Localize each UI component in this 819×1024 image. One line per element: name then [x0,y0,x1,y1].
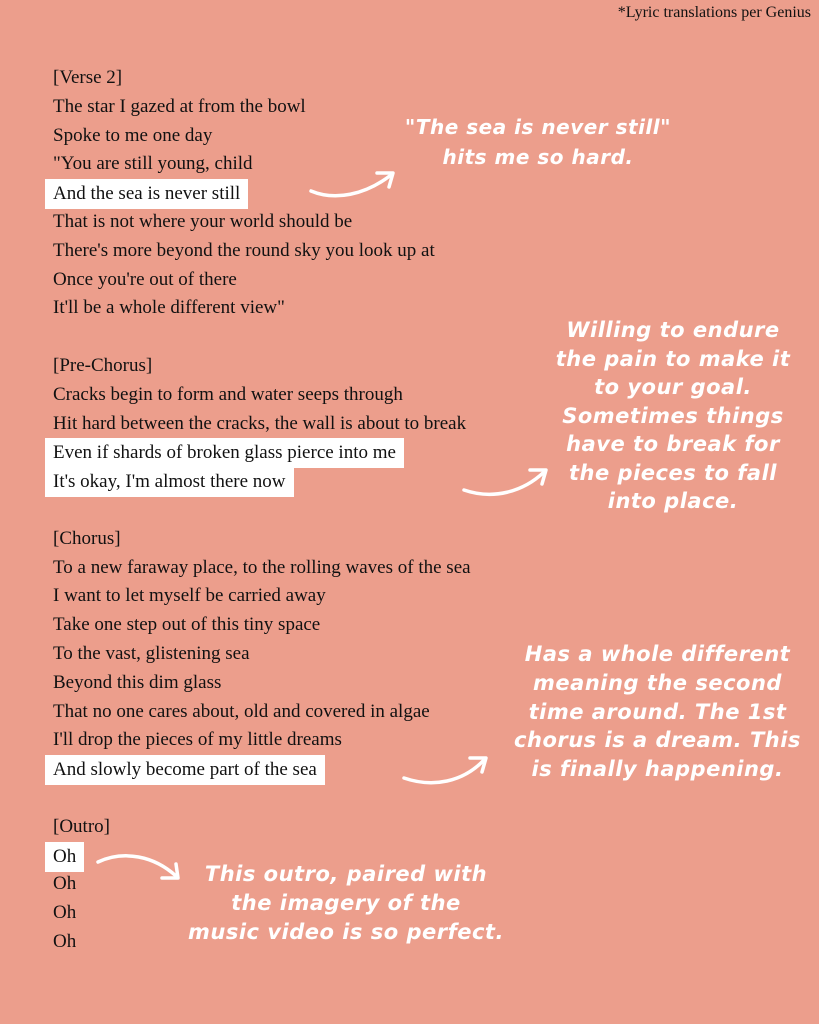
annotation-endure-pain: Willing to endure the pain to make it to your goal. Sometimes things have to break for the pieces to fall into place. [555,318,791,513]
lyric-line: Oh [53,930,77,952]
lyric-line: Oh [53,902,77,924]
highlighted-lyric-line: It's okay, I'm almost there now [45,467,294,497]
highlighted-lyric-line: And slowly become part of the sea [45,755,325,785]
lyric-line: Beyond this dim glass [53,671,222,693]
arrow-icon [458,462,558,502]
lyric-line: "You are still young, child [53,153,253,175]
lyric-line: It'll be a whole different view" [53,297,285,319]
lyrics-block [53,64,471,957]
section-header-outro: [Outro] [53,815,110,837]
lyric-line: That no one cares about, old and covered in algae [53,700,430,722]
lyric-line: I want to let myself be carried away [53,585,326,607]
lyric-line: To the vast, glistening sea [53,642,250,664]
lyric-line: To a new faraway place, to the rolling waves of the sea [53,556,471,578]
lyric-line: Take one step out of this tiny space [53,614,321,636]
highlighted-lyric-line: Even if shards of broken glass pierce into me [45,438,404,468]
highlighted-lyric-line: Oh [45,842,84,872]
section-header-pre-chorus: [Pre-Chorus] [53,354,153,376]
lyric-line: Once you're out of there [53,268,237,290]
lyric-line: Oh [53,873,77,895]
highlighted-lyric-line: And the sea is never still [45,179,248,209]
lyric-line: Hit hard between the cracks, the wall is about to break [53,412,467,434]
arrow-icon [305,165,405,205]
arrow-icon [398,750,498,790]
section-header-verse-2: [Verse 2] [53,67,123,88]
lyric-line: There's more beyond the round sky you look up at [53,239,435,261]
section-header-chorus: [Chorus] [53,527,121,549]
annotation-outro: This outro, paired with the imagery of the music video is so perfect. [188,862,504,944]
lyric-line: Spoke to me one day [53,124,213,146]
lyric-line: I'll drop the pieces of my little dreams [53,729,342,751]
annotation-sea-never-still: "The sea is never still" hits me so hard. [404,115,672,169]
source-credit: *Lyric translations per Genius [617,4,811,21]
arrow-icon [94,848,194,888]
lyric-line: Cracks begin to form and water seeps through [53,383,403,405]
lyric-line: That is not where your world should be [53,210,353,232]
lyric-line: The star I gazed at from the bowl [53,95,306,117]
annotation-chorus-meaning: Has a whole different meaning the second time around. The 1st chorus is a dream. This is finally happening. [514,642,801,782]
